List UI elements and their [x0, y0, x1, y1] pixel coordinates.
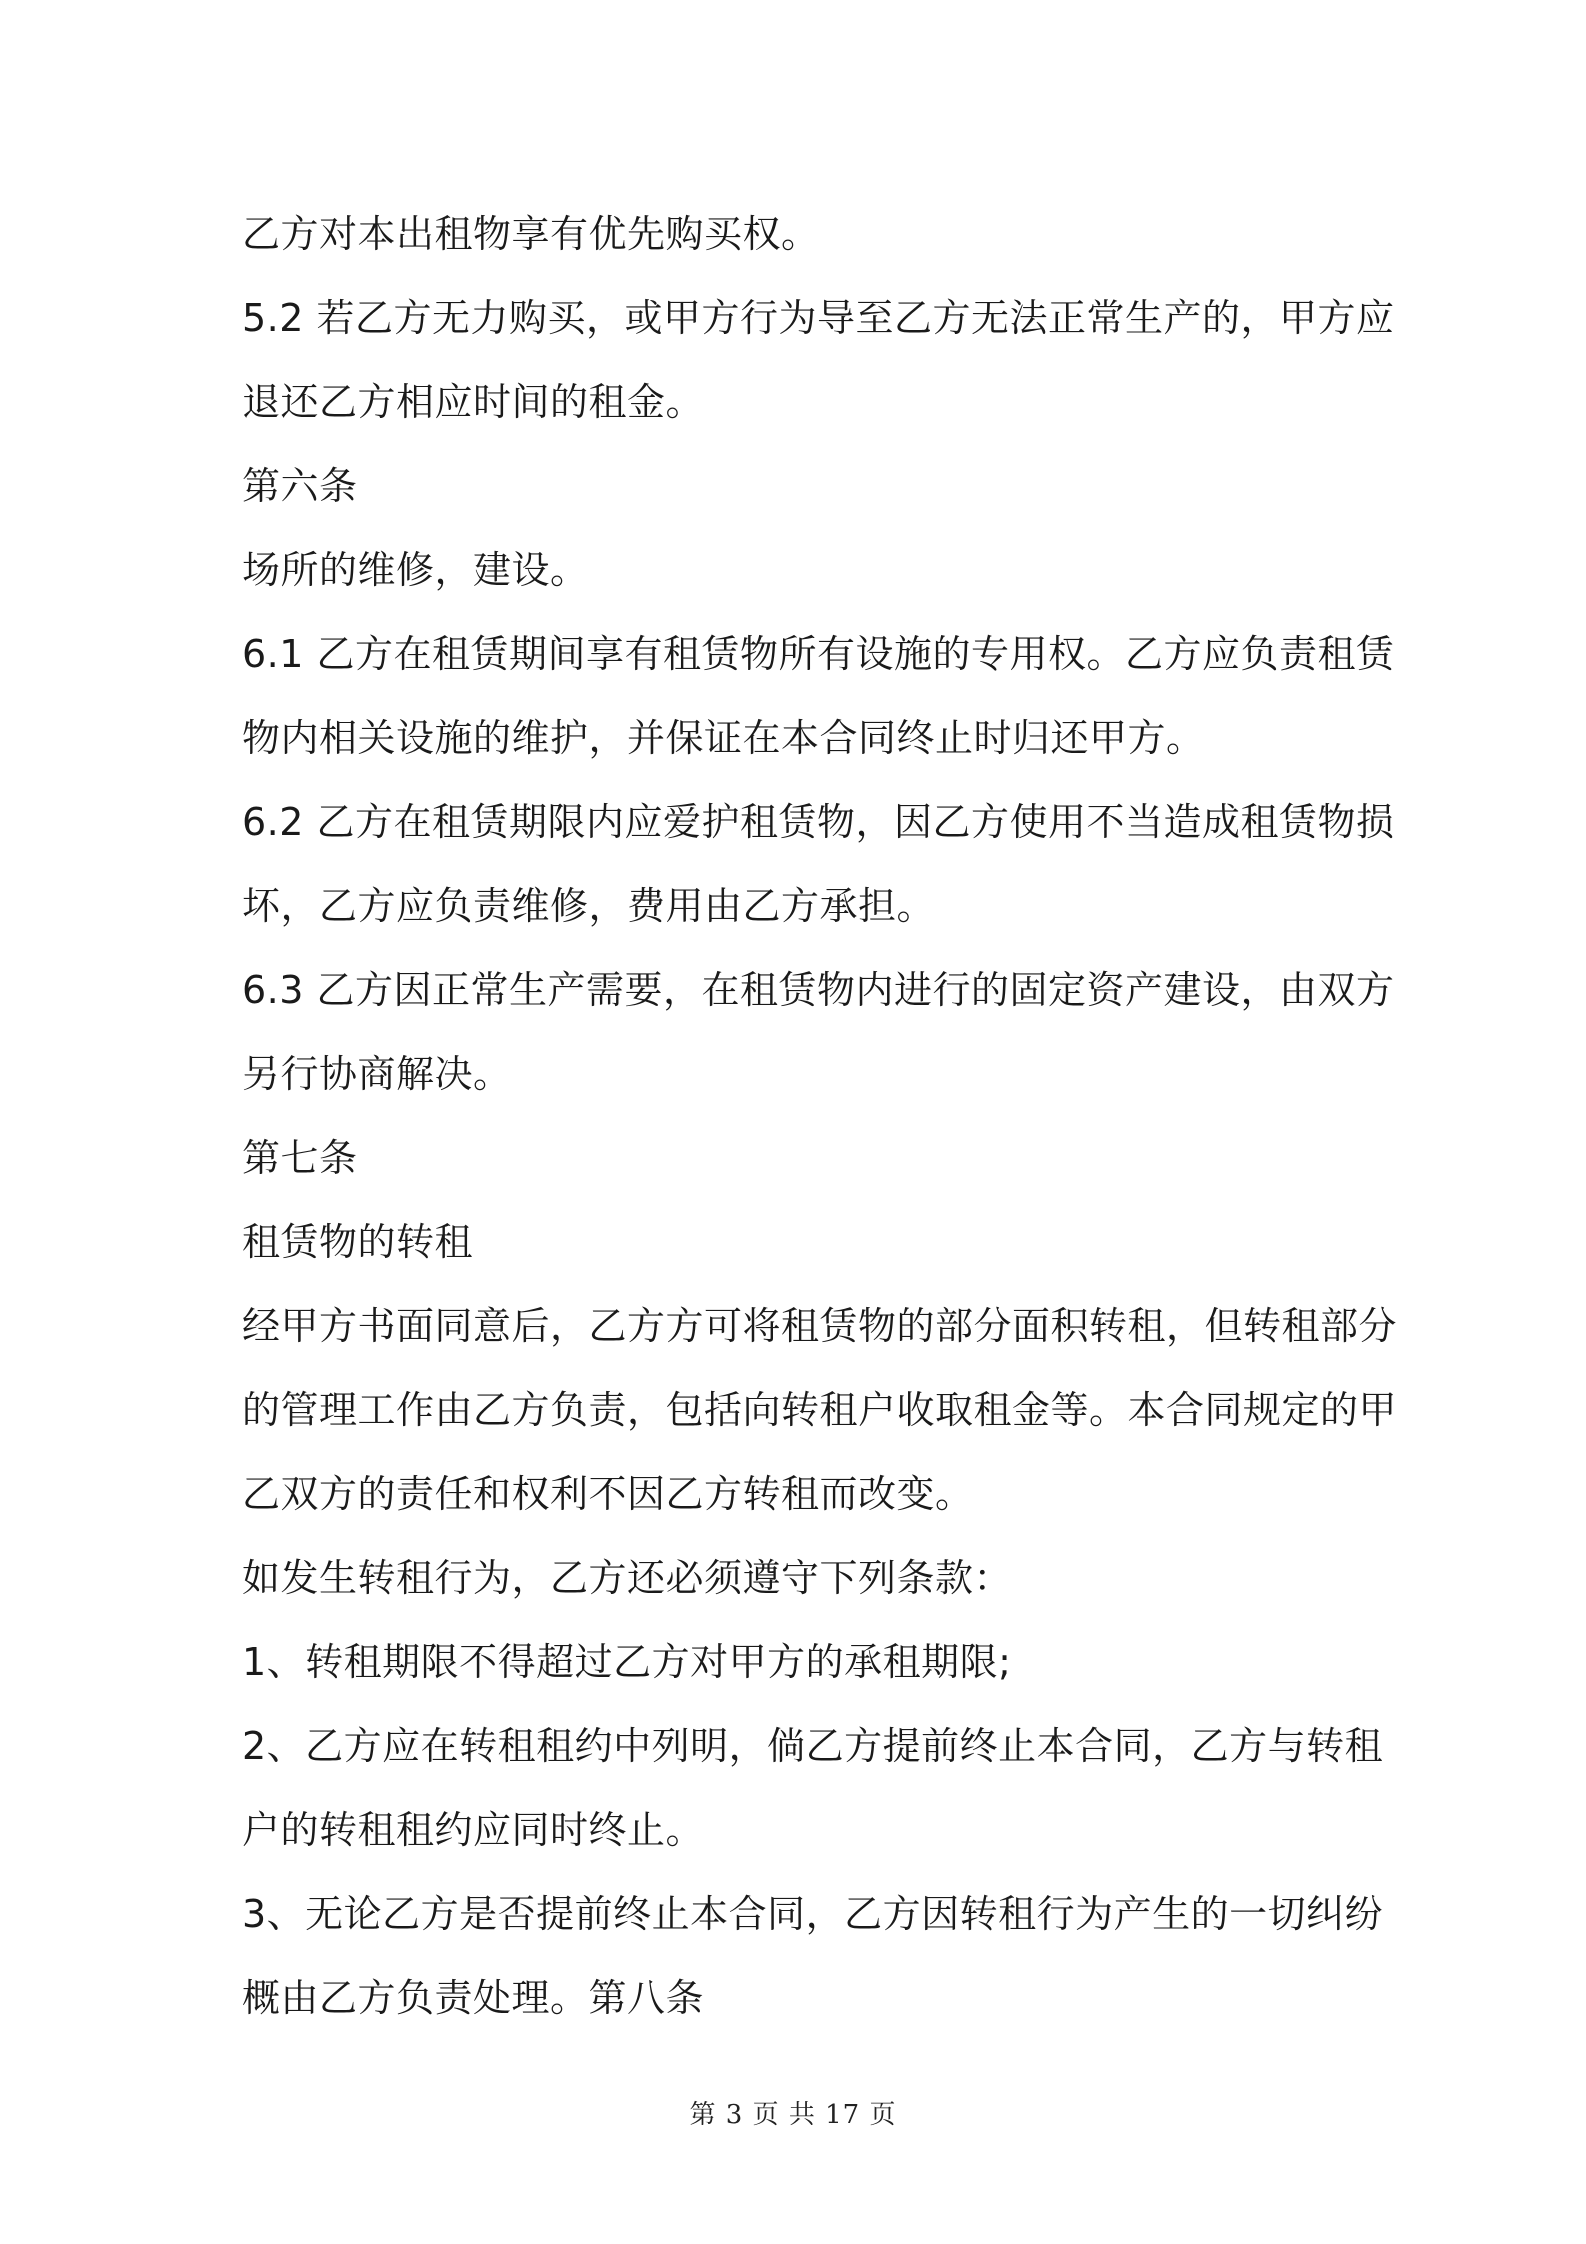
text-line: 户的转租租约应同时终止。 — [242, 1808, 705, 1852]
text-line: 6.3 乙方因正常生产需要，在租赁物内进行的固定资产建设，由双方 — [242, 968, 1395, 1012]
text-line: 2、乙方应在转租租约中列明，倘乙方提前终止本合同，乙方与转租 — [242, 1724, 1384, 1768]
text-line: 6.1 乙方在租赁期间享有租赁物所有设施的专用权。乙方应负责租赁 — [242, 632, 1395, 676]
text-line: 退还乙方相应时间的租金。 — [242, 380, 705, 424]
text-line: 坏，乙方应负责维修，费用由乙方承担。 — [242, 884, 936, 928]
text-line: 场所的维修，建设。 — [242, 548, 589, 592]
text-line: 如发生转租行为，乙方还必须遵守下列条款： — [242, 1556, 1013, 1600]
text-line: 概由乙方负责处理。第八条 — [242, 1976, 705, 2020]
text-line: 租赁物的转租 — [242, 1220, 474, 1264]
text-line: 5.2 若乙方无力购买，或甲方行为导至乙方无法正常生产的，甲方应 — [242, 296, 1395, 340]
text-line: 经甲方书面同意后，乙方方可将租赁物的部分面积转租，但转租部分 — [242, 1304, 1398, 1348]
page-number-footer: 第 3 页 共 17 页 — [689, 2100, 897, 2130]
text-line: 6.2 乙方在租赁期限内应爱护租赁物，因乙方使用不当造成租赁物损 — [242, 800, 1395, 844]
section-heading: 第六条 — [242, 464, 358, 508]
section-heading: 第七条 — [242, 1136, 358, 1180]
text-line: 乙方对本出租物享有优先购买权。 — [242, 212, 820, 256]
text-line: 的管理工作由乙方负责，包括向转租户收取租金等。本合同规定的甲 — [242, 1388, 1398, 1432]
text-line: 1、转租期限不得超过乙方对甲方的承租期限; — [242, 1640, 1012, 1684]
text-line: 乙双方的责任和权利不因乙方转租而改变。 — [242, 1472, 974, 1516]
text-line: 另行协商解决。 — [242, 1052, 512, 1096]
text-line: 3、无论乙方是否提前终止本合同，乙方因转租行为产生的一切纠纷 — [242, 1892, 1384, 1936]
text-line: 物内相关设施的维护，并保证在本合同终止时归还甲方。 — [242, 716, 1205, 760]
document-body — [242, 192, 1398, 2040]
